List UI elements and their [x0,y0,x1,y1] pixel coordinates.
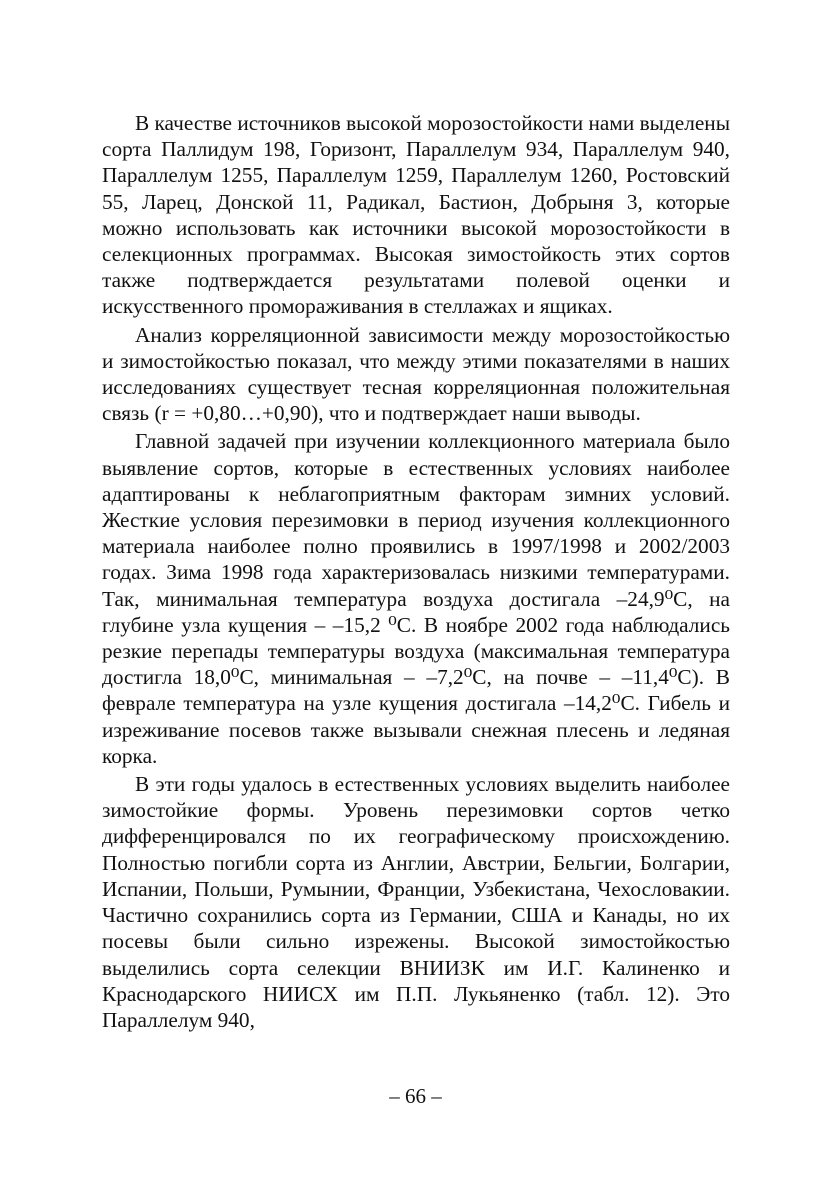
page-body [102,110,730,1035]
page-number: – 66 – [389,1084,442,1108]
paragraph-winter-hardy-forms: В эти годы удалось в естественных условиях выделить наиболее зимостойкие формы. Уровень перезимовки сортов четко дифференцировался по их географическому происхождению. Полностью погибли сорта из Англии, Австрии, Бельгии, Болгарии, Испании, Польши, Румынии, Франции, Узбекистана, Чехословакии. Частично сохранились сорта из Германии, США и Канады, но их посевы были сильно изрежены. Высокой зимостойкостью выделились сорта селекции ВНИИЗК им И.Г. Калиненко и Краснодарского НИИСХ им П.П. Лукьяненко (табл. 12). Это Параллелум 940, [102,772,730,1032]
paragraph-correlation-analysis: Анализ корреляционной зависимости между морозостойкостью и зимостойкостью показал, что между этими показателями в наших исследованиях существует тесная корреляционная положительная связь (r = +0,80…+0,90), что и подтверждает наши выводы. [102,322,730,426]
paragraph-frost-resistance-sources: В качестве источников высокой морозостойкости нами выделены сорта Паллидум 198, Горизонт, Параллелум 934, Параллелум 940, Параллелум 1255, Параллелум 1259, Параллелум 1260, Ростовский 55, Ларец, Донской 11, Радикал, Бастион, Добрыня 3, которые можно использовать как источники высокой морозостойкости в селекционных программах. Высокая зимостойкость этих сортов также подтверждается результатами полевой оценки и искусственного промораживания в стеллажах и ящиках. [102,111,731,319]
paragraph-wintering-conditions: Главной задачей при изучении коллекционного материала было выявление сортов, которые в естественных условиях наиболее адаптированы к неблагоприятным факторам зимних условий. Жесткие условия перезимовки в период изучения коллекционного материала наиболее полно проявились в 1997/1998 и 2002/2003 годах. Зима 1998 года характеризовалась низкими температурами. Так, минимальная температура воздуха достигала –24,9⁰С, на глубине узла кущения – –15,2 ⁰С. В ноябре 2002 года наблюдались резкие перепады температуры воздуха (максимальная температура достигла 18,0⁰С, минимальная – –7,2⁰С, на почве – –11,4⁰С). В феврале температура на узле кущения достигала –14,2⁰С. Гибель и изреживание посевов также вызывали снежная плесень и ледяная корка. [102,429,730,768]
